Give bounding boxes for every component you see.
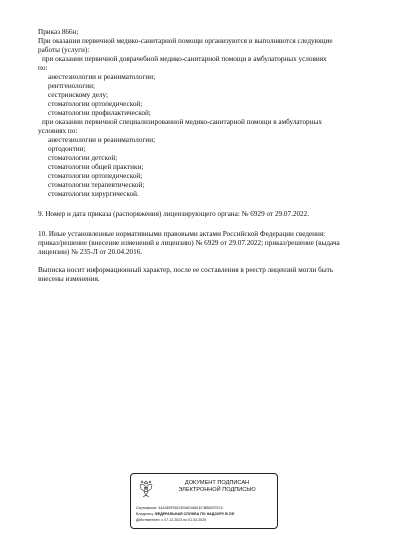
text-line: приказ/решение (внесение изменений в лицензию) № 6929 от 29.07.2022; приказ/решение (выдача [38, 239, 340, 247]
text-line: при оказании первичной доврачебной медико-санитарной помощи в амбулаторных условиях [42, 55, 327, 63]
stamp-owner-name: ФЕДЕРАЛЬНАЯ СЛУЖБА ПО НАДЗОРУ В СФ [154, 512, 235, 516]
text-line: условиях по: [38, 127, 78, 135]
list-item: сестринскому делу; [48, 91, 108, 99]
stamp-certificate: Сертификат: 44A369F5521EBAD0861ECBB8257E10 [136, 506, 223, 510]
list-item: стоматологии ортопедической; [48, 100, 143, 108]
list-item: стоматологии общей практики; [48, 163, 144, 171]
text-line: При оказании первичной медико-санитарной помощи организуются и выполняются следующие [38, 37, 333, 45]
coat-of-arms-icon [136, 478, 156, 500]
stamp-valid: Действителен: с 07.12.2023 по 01.03.2025 [136, 518, 207, 522]
list-item: стоматологии хирургической. [48, 190, 139, 198]
stamp-title: ДОКУМЕНТ ПОДПИСАН [184, 480, 250, 486]
stamp-subtitle: ЭЛЕКТРОННОЙ ПОДПИСЬЮ [178, 487, 256, 493]
list-item: ортодонтии; [48, 145, 86, 153]
electronic-signature-stamp [130, 473, 278, 529]
text-line: Приказ 866н; [38, 28, 79, 36]
list-item: анестезиологии и реаниматологии; [48, 73, 156, 81]
text-line: при оказании первичной специализированной медико-санитарной помощи в амбулаторных [42, 118, 322, 126]
disclaimer: Выписка носит информационный характер, после ее составления в реестр лицензий могли быть [38, 266, 334, 274]
list-item: рентгенологии; [48, 82, 95, 90]
text-line: работы (услуги): [38, 46, 90, 54]
text-line: по: [38, 64, 48, 72]
list-item: стоматологии ортопедической; [48, 172, 143, 180]
list-item: стоматологии детской; [48, 154, 118, 162]
stamp-owner-label: Владелец: [136, 512, 154, 516]
list-item: стоматологии терапевтической; [48, 181, 145, 189]
section-10-other: 10. Иные установленные нормативными правовыми актами Российской Федерации сведения: [38, 230, 326, 238]
stamp-owner [136, 512, 234, 517]
text-line: внесены изменения. [38, 275, 100, 283]
section-9-order: 9. Номер и дата приказа (распоряжения) лицензирующего органа: № 6929 от 29.07.2022. [38, 210, 310, 218]
text-line: лицензии) № 235-Л от 20.04.2016. [38, 248, 143, 256]
list-item: стоматологии профилактической; [48, 109, 151, 117]
list-item: анестезиологии и реаниматологии; [48, 136, 156, 144]
